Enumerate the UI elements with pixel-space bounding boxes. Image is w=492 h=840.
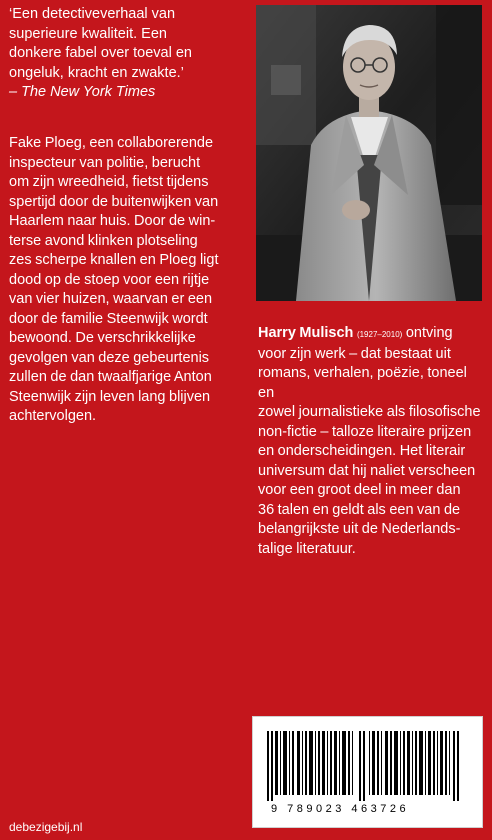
- blurb-line: Fake Ploeg, een collaborerende: [9, 135, 214, 151]
- bio-line: en onderscheidingen. Het literair: [258, 443, 466, 459]
- quote-line: ‘Een detectiveverhaal van: [9, 6, 176, 22]
- bio-line: belangrijkste uit de Nederlands-: [258, 521, 461, 537]
- author-photo: [256, 5, 482, 301]
- blurb-line: spertijd door de buitenwijken van: [9, 193, 219, 210]
- blurb-line: van vier huizen, waarvan er een: [9, 291, 213, 307]
- blurb-line: Steenwijk zijn leven lang blijven: [9, 388, 211, 405]
- book-blurb: [9, 134, 249, 427]
- author-portrait-image: [256, 5, 482, 301]
- blurb-line: zullen de dan twaalfjarige Anton: [9, 369, 212, 385]
- bio-line: talige literatuur.: [258, 540, 356, 557]
- review-quote: [9, 5, 247, 103]
- quote-line: ongeluk, kracht en zwakte.’: [9, 64, 184, 81]
- blurb-line: gevolgen van deze gebeurtenis: [9, 349, 210, 366]
- author-years: (1927–2010): [356, 330, 403, 339]
- bio-line: universum dat hij naliet verscheen: [258, 462, 476, 479]
- blurb-line: Haarlem naar huis. Door de win-: [9, 213, 216, 229]
- bio-line-start: ontving: [402, 325, 453, 341]
- quote-line: superieure kwaliteit. Een: [9, 25, 167, 42]
- blurb-line: bewoond. De verschrikkelijke: [9, 330, 196, 346]
- bio-line: romans, verhalen, poëzie, toneel en: [258, 365, 467, 401]
- blurb-line: dood op de stoep voor een rijtje: [9, 271, 210, 288]
- author-name: Harry Mulisch: [258, 325, 354, 341]
- bio-line: zowel journalistieke als filosofische: [258, 404, 481, 420]
- blurb-line: terse avond klinken plotseling: [9, 232, 198, 249]
- isbn-number: 9 789023 463726: [271, 803, 410, 815]
- blurb-line: achtervolgen.: [9, 408, 97, 424]
- bio-line: voor een groot deel in meer dan: [258, 482, 461, 498]
- barcode-bars: [267, 731, 467, 801]
- quote-line: donkere fabel over toeval en: [9, 45, 192, 61]
- blurb-line: zes scherpe knallen en Ploeg ligt: [9, 252, 219, 268]
- blurb-line: inspecteur van politie, berucht: [9, 154, 201, 171]
- bio-line: voor zijn werk – dat bestaat uit: [258, 345, 451, 362]
- blurb-line: door de familie Steenwijk wordt: [9, 310, 208, 327]
- author-bio: [258, 324, 484, 559]
- publisher-website: debezigebij.nl: [9, 820, 83, 834]
- bio-first-line: [258, 324, 484, 345]
- blurb-line: om zijn wreedheid, fietst tijdens: [9, 174, 209, 190]
- bio-line: 36 talen en geldt als een van de: [258, 501, 461, 518]
- barcode: [252, 716, 483, 828]
- bio-line: non-fictie – talloze literaire prijzen: [258, 423, 472, 440]
- quote-source: – The New York Times: [9, 84, 156, 100]
